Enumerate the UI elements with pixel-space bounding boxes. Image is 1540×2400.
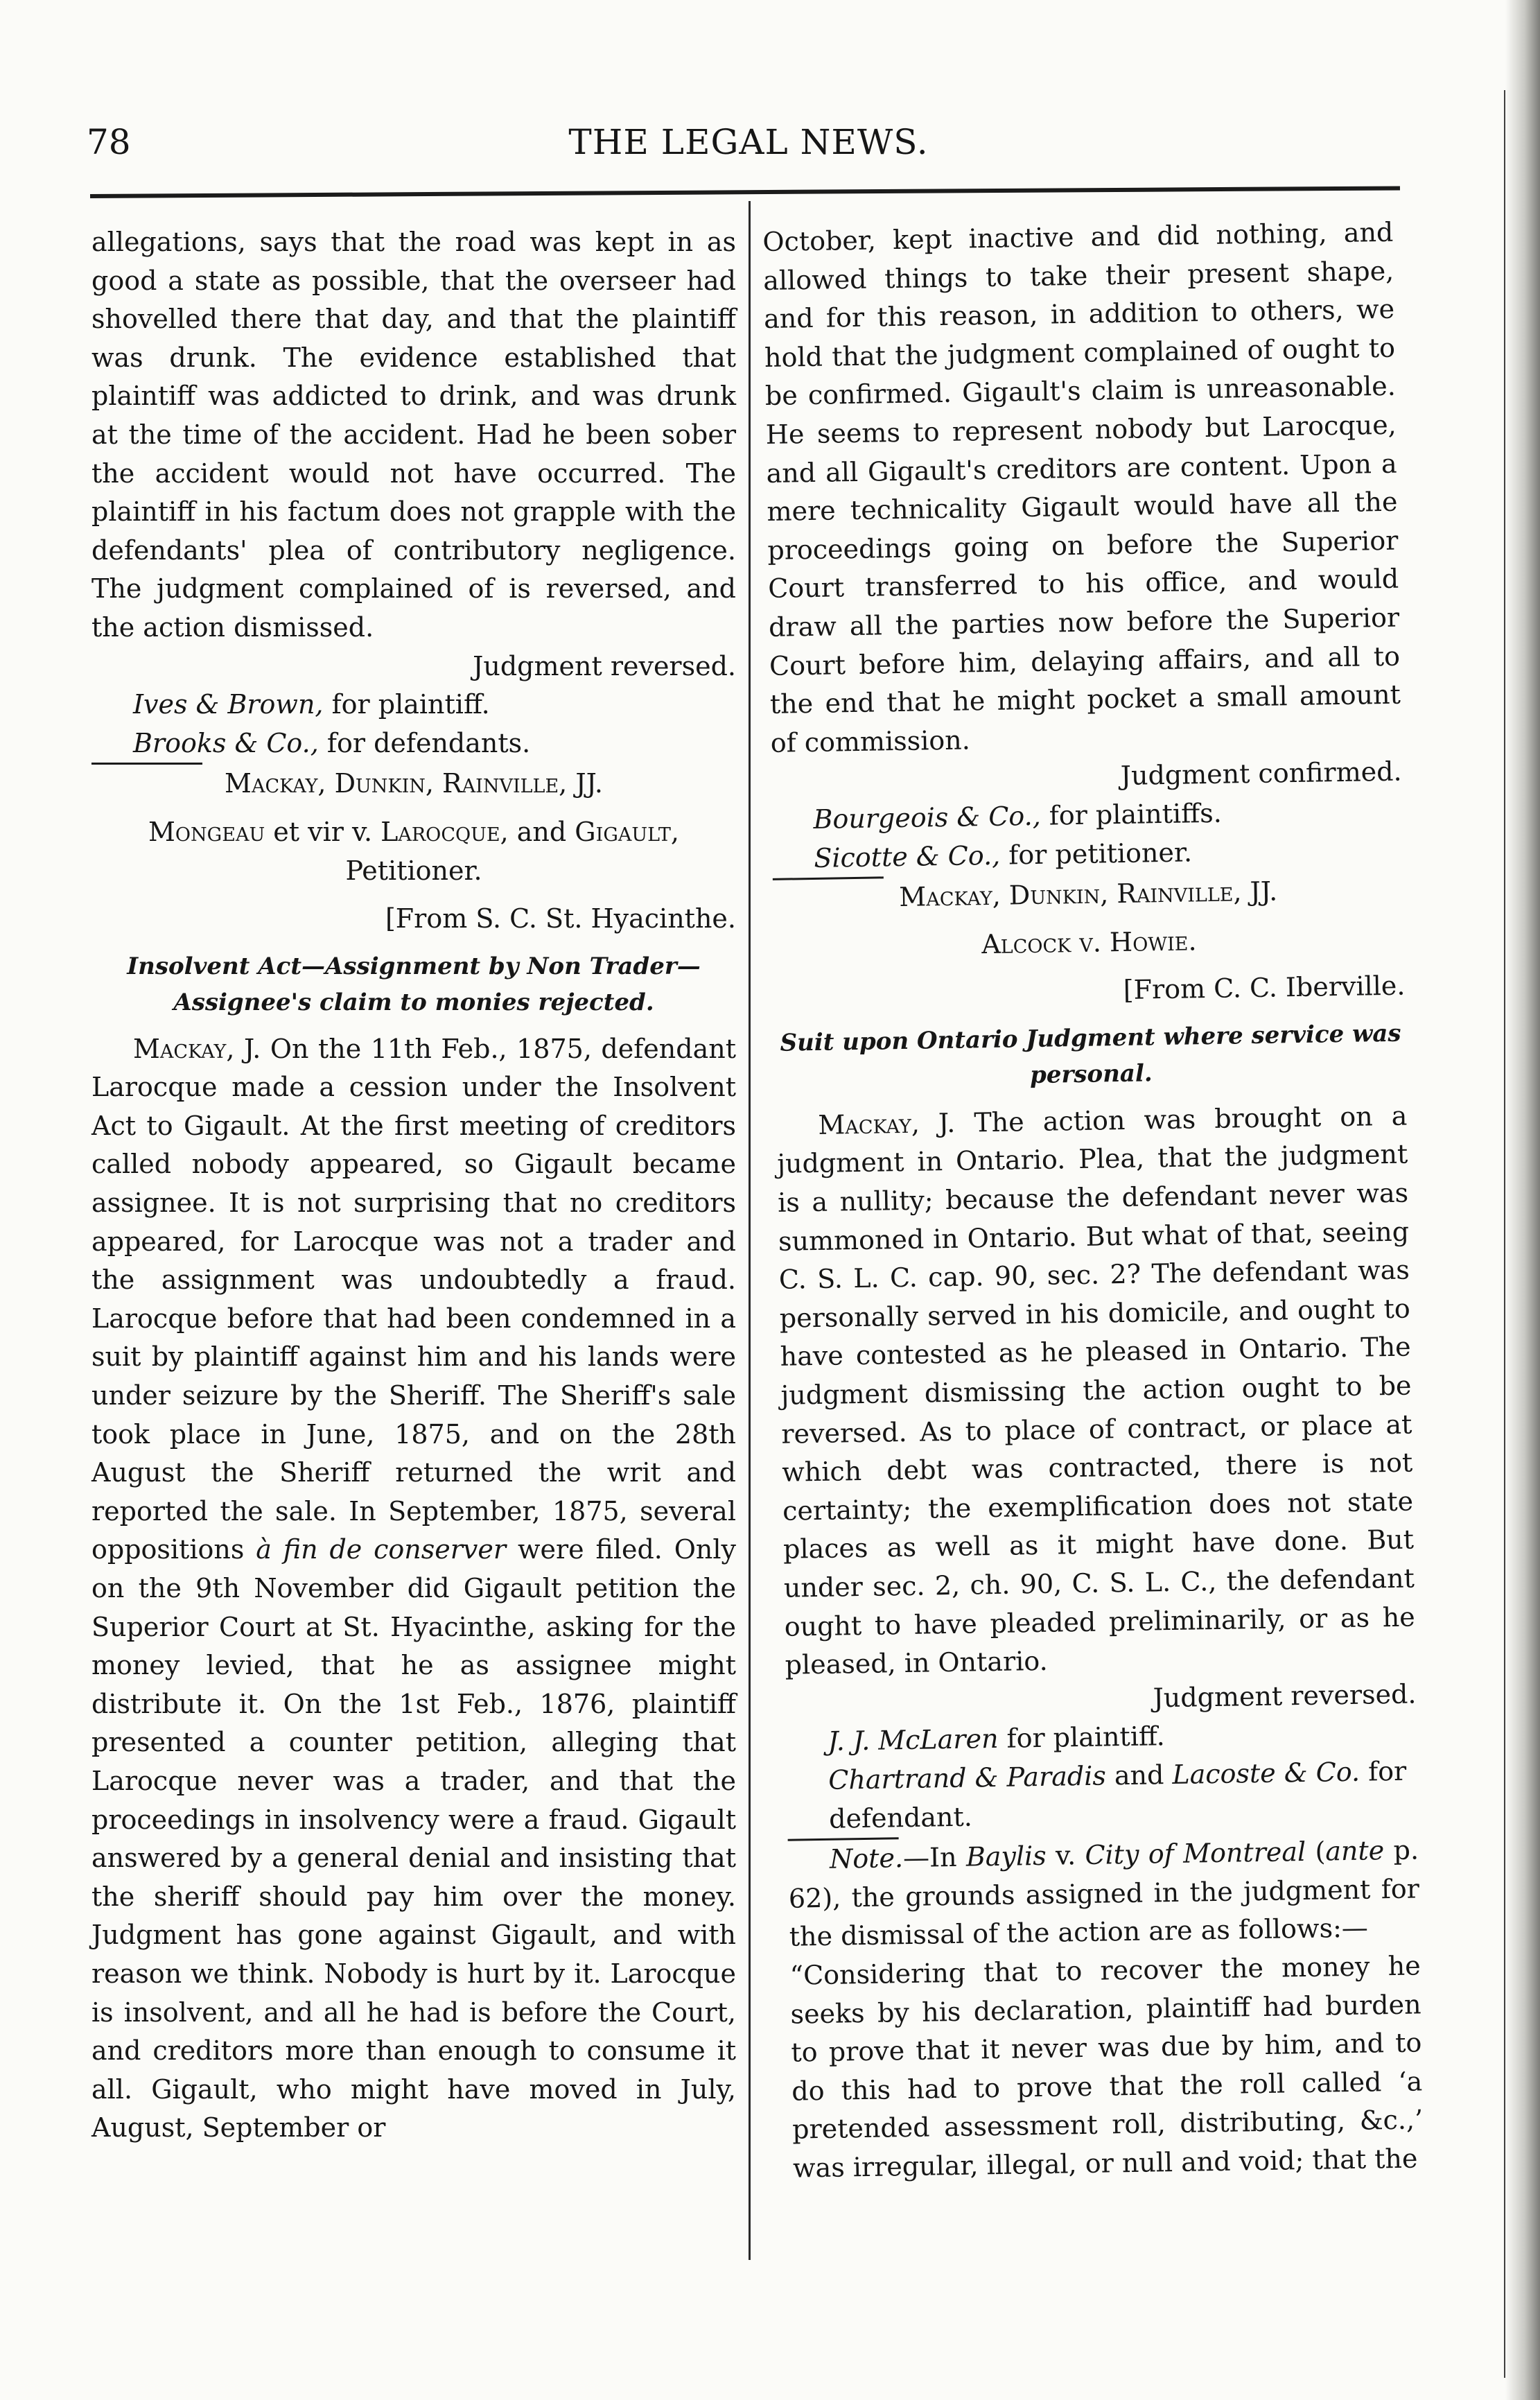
note-text: ( xyxy=(1305,1836,1326,1868)
party-connector: , and xyxy=(500,816,575,847)
spacer xyxy=(91,1020,736,1030)
spacer xyxy=(91,890,736,900)
counsel-name: Sicotte & Co., xyxy=(814,840,1001,873)
case3-opinion xyxy=(776,1097,1416,1685)
counsel-role: for defendants. xyxy=(318,727,531,758)
case2-parties xyxy=(91,813,736,890)
party-name: Gigault xyxy=(575,816,671,847)
left-judgment-result: Judgment reversed. xyxy=(473,650,736,681)
right-judgment-result: Judgment confirmed. xyxy=(1120,756,1402,792)
case2-judges: Mackay, Dunkin, Rainville, JJ. xyxy=(225,768,603,799)
spacer xyxy=(91,803,736,813)
counsel-name: Brooks & Co., xyxy=(133,727,319,758)
case2-subject: Insolvent Act—Assignment by Non Trader—Assignee's claim to monies rejected. xyxy=(127,952,701,1016)
note-case-name: City of Montreal xyxy=(1085,1836,1306,1871)
right-column xyxy=(762,214,1424,2188)
judge-name: Mackay, J. xyxy=(133,1033,261,1064)
journal-title: THE LEGAL NEWS. xyxy=(568,122,929,162)
party-name: Larocque xyxy=(380,816,500,847)
counsel-connector: and xyxy=(1105,1759,1173,1791)
note-case-name: Baylis xyxy=(965,1841,1047,1872)
counsel-role: for petitioner. xyxy=(999,836,1193,871)
left-counsel-defendant xyxy=(91,724,736,763)
case3-parties: Alcock v. Howie. xyxy=(981,925,1197,959)
note-text: —In xyxy=(902,1841,967,1874)
counsel-name: Ives & Brown, xyxy=(133,689,324,720)
header-rule xyxy=(90,186,1400,198)
counsel-name: Chartrand & Paradis xyxy=(828,1760,1107,1795)
party-name: Mongeau xyxy=(148,816,265,847)
party-connector: et vir v. xyxy=(265,816,381,847)
counsel-role: for plaintiff. xyxy=(998,1721,1165,1755)
spacer xyxy=(91,939,736,948)
case2-origin: [From S. C. St. Hyacinthe. xyxy=(385,903,736,934)
case3-subject: Suit upon Ontario Judgment where service was personal. xyxy=(780,1019,1401,1089)
counsel-name: Bourgeois & Co., xyxy=(813,800,1042,835)
left-counsel-plaintiff xyxy=(91,686,736,724)
case3-counsel-defendant xyxy=(787,1752,1419,1838)
opinion-text: On the 11th Feb., 1875, defendant Larocque made a cession under the Insolvent Act to Gigault. At the first meeting of creditors called nobody appeared, so Gigault became assignee. It is not surprising that no creditors appeared, for Larocque was not a trader and the assignment was undoubtedly a fraud. Larocque before that had been condemned in a suit by plaintiff against him and his lands were under seizure by the Sheriff. The Sheriff's sale took place in June, 1875, and on the 28th August the Sheriff returned the writ and reported the sale. In September, 1875, several oppositions xyxy=(91,1033,736,1565)
column-divider xyxy=(749,201,751,2260)
case3-origin: [From C. C. Iberville. xyxy=(1123,970,1406,1006)
note-paragraph xyxy=(788,1832,1421,1957)
left-continued-paragraph: allegations, says that the road was kept in as good a state as possible, that the overseer had shovelled there that day, and that the plaintiff was drunk. The evidence established that plaintiff was addicted to drink, and was drunk at the time of the accident. Had he been sober the accident would not have occurred. The plaintiff in his factum does not grapple with the defendants' plea of contributory negligence. The judgment complained of is reversed, and the action dismissed. xyxy=(91,227,736,643)
counsel-role: for plaintiffs. xyxy=(1040,797,1223,831)
counsel-name: J. J. McLaren xyxy=(828,1723,999,1757)
right-continued-paragraph: October, kept inactive and did nothing, and allowed things to take their present shape, and for this reason, in addition to others, we hold that the judgment complained of ought to be confirmed. Gigault's claim is unreasonable. He seems to represent nobody but Larocque, and all Gigault's creditors are content. Upon a mere technicality Gigault would have all the proceedings going on before the Superior Court transferred to his office, and would draw all the parties now before the Superior Court before him, delaying affairs, and all to the end that he might pocket a small amount of commission. xyxy=(762,216,1401,758)
case3-judgment-result: Judgment reversed. xyxy=(1153,1678,1417,1714)
case2-opinion xyxy=(91,1030,736,2148)
opinion-text: were filed. Only on the 9th November did Gigault petition the Superior Court at St. Hyacinthe, asking for the money levied, that he as assignee might distribute it. On the 1st Feb., 1876, plaintiff presented a counter petition, alleging that Larocque never was a trader, and that the proceedings in insolvency were a fraud. Gigault answered by a general denial and insisting that the sheriff should pay him over the money. Judgment has gone against Gigault, and with reason we think. Nobody is hurt by it. Larocque is insolvent, and all he had is before the Court, and creditors more than enough to consume it all. Gigault, who might have moved in July, August, September or xyxy=(91,1534,737,2144)
opinion-italic-phrase: à fin de conserver xyxy=(256,1534,507,1565)
note-ref-ante: ante xyxy=(1324,1835,1385,1867)
party-connector: , Petitioner. xyxy=(345,816,679,886)
judge-name: Mackay, J. xyxy=(818,1107,956,1140)
note-text: p. 62), the grounds assigned in the judgment for the dismissal of the action are as follows:— xyxy=(788,1834,1420,1953)
counsel-name: Lacoste & Co. xyxy=(1172,1756,1360,1790)
counsel-role: for plaintiff. xyxy=(323,689,490,720)
counsel-role: for defendant. xyxy=(828,1755,1407,1834)
opinion-text: The action was brought on a judgment in Ontario. Plea, that the judgment is a nullity; because the defendant never was summoned in Ontario. But what of that, seeing C. S. L. C. cap. 90, sec. 2? The defendant was personally served in his domicile, and ought to have contested as he pleased in Ontario. The judgment dismissing the action ought to be reversed. As to place of contract, or place at which debt was contracted, there is not certainty; the exemplification does not state places as well as it might have done. But under sec. 2, ch. 90, C. S. L. C., the defendant ought to have pleaded preliminarily, or as he pleased, in Ontario. xyxy=(776,1100,1416,1680)
note-label: Note. xyxy=(829,1843,904,1875)
page-edge-shadow xyxy=(1505,0,1540,2400)
note-quote: “Considering that to recover the money he seeks by his declaration, plaintiff had burden to prove that it never was due by him, and to do this had to prove that the roll called ‘a pretended assessment roll, distributing, &c.,’ was irregular, illegal, or null and void; that the xyxy=(789,1950,1424,2184)
case3-judges: Mackay, Dunkin, Rainville, JJ. xyxy=(898,876,1278,913)
left-column xyxy=(91,223,736,2148)
page-number: 78 xyxy=(87,122,131,162)
note-text: v. xyxy=(1046,1840,1085,1872)
